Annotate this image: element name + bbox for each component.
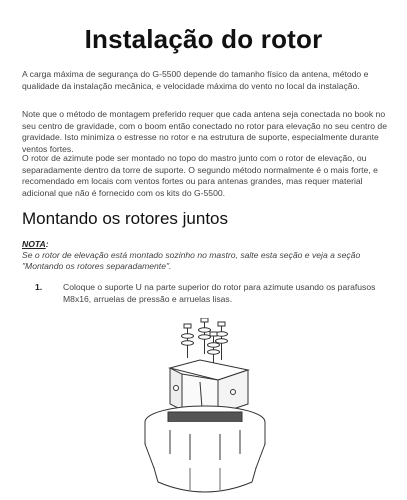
note-label: NOTA: [22, 239, 46, 249]
paragraph-mounting-method: Note que o método de montagem preferido requer que cada antena seja conectada no book no seu centro de gravidade, com o boom então conectado no rotor para elevação no seu centro de gravidade. Isto minimiza o estresse no rotor e na estrutura de suporte, especialmente durante ventos fortes.: [22, 109, 387, 154]
bolt-icon: [199, 318, 211, 354]
bolt-icon: [182, 324, 194, 358]
azimuth-rotor-icon: [145, 406, 265, 492]
paragraph-azimuth-rotor: O rotor de azimute pode ser montado no topo do mastro junto com o rotor de elevação, ou separadamente dentro da torre de suporte. O segundo método normalmente é o mais forte, e recomendado em locais com ventos fortes ou para antenas grandes, mas requer material adicional que não é fornecido com os kits do G-5500.: [22, 153, 378, 198]
note-label-group: [22, 239, 49, 249]
step-text: Coloque o suporte U na parte superior do rotor para azimute usando os parafusos M8x16, arruelas de pressão e arruelas lisas.: [63, 282, 376, 304]
section-heading: Montando os rotores juntos: [22, 209, 229, 228]
note-label-colon: :: [45, 239, 49, 249]
page-title: Instalação do rotor: [84, 24, 323, 54]
step-number: 1.: [35, 282, 43, 292]
rotor-mounting-diagram: [130, 318, 280, 500]
note-text: Se o rotor de elevação está montado sozinho no mastro, salte esta seção e veja a seção "Montando os rotores separadamente".: [22, 250, 361, 271]
paragraph-load-capacity: A carga máxima de segurança do G-5500 depende do tamanho físico da antena, método e qualidade da instalação mecânica, e velocidade máxima do vento no local da instalação.: [22, 69, 369, 91]
